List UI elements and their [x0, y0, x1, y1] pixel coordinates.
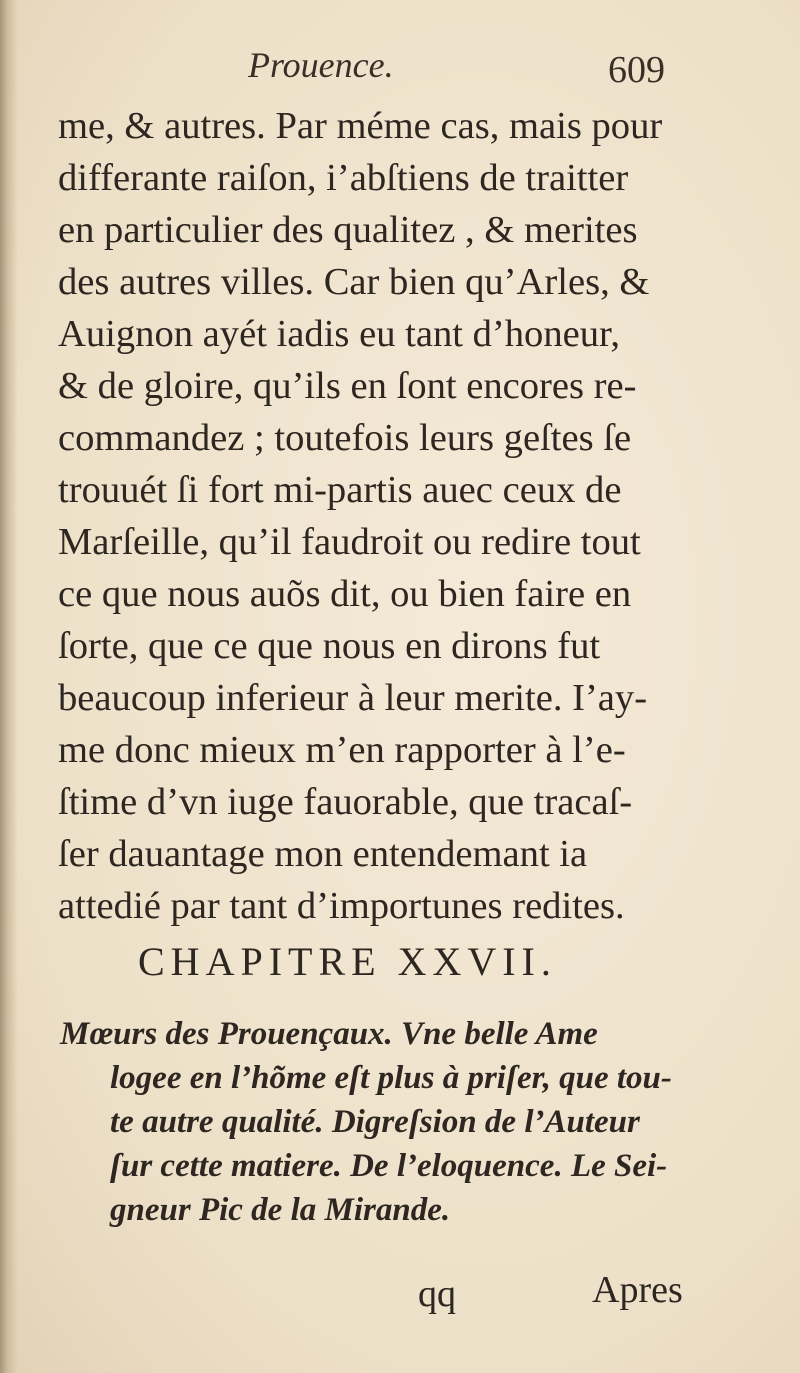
page-gutter-shadow: [0, 0, 18, 1373]
text-line: commandez ; toutefois leurs geſtes ſe: [58, 417, 632, 459]
text-line: me, & autres. Par méme cas, mais pour: [58, 105, 663, 147]
text-line: Marſeille, qu’il faudroit ou redire tout: [58, 521, 641, 563]
text-line: & de gloire, qu’ils en ſont encores re-: [58, 365, 637, 407]
text-line: en particulier des qualitez , & merites: [58, 209, 638, 251]
text-line: me donc mieux m’en rapporter à l’e-: [58, 729, 626, 771]
text-line: beaucoup inferieur à leur merite. I’ay-: [58, 677, 648, 719]
chapter-summary: [60, 1012, 750, 1232]
text-line: trouuét ſi fort mi-partis auec ceux de: [58, 469, 622, 511]
body-text: [58, 100, 758, 932]
text-line: attedié par tant d’importunes redites.: [58, 885, 625, 927]
summary-line: ſur cette matiere. De l’eloquence. Le Sei-: [110, 1148, 668, 1184]
chapter-heading: CHAPITRE XXVII.: [138, 939, 557, 984]
summary-line: logee en l’hõme eſt plus à priſer, que tou-: [110, 1060, 672, 1096]
catchword: Apres: [592, 1269, 683, 1311]
text-line: Auignon ayét iadis eu tant d’honeur,: [58, 313, 620, 355]
running-head: Prouence.: [248, 45, 394, 85]
text-line: ſtime d’vn iuge fauorable, que tracaſ-: [58, 781, 633, 823]
summary-line: te autre qualité. Digreſsion de l’Auteur: [110, 1104, 640, 1140]
signature-mark: qq: [418, 1273, 456, 1315]
text-line: ſer dauantage mon entendemant ia: [58, 833, 588, 875]
summary-line: Mœurs des Prouençaux. Vne belle Ame: [60, 1016, 598, 1052]
text-line: des autres villes. Car bien qu’Arles, &: [58, 261, 650, 303]
summary-line: gneur Pic de la Mirande.: [110, 1192, 451, 1228]
text-line: ſorte, que ce que nous en dirons fut: [58, 625, 601, 667]
text-line: differante raiſon, i’abſtiens de traitter: [58, 157, 629, 199]
page-number: 609: [608, 49, 665, 91]
text-line: ce que nous auõs dit, ou bien faire en: [58, 573, 632, 615]
